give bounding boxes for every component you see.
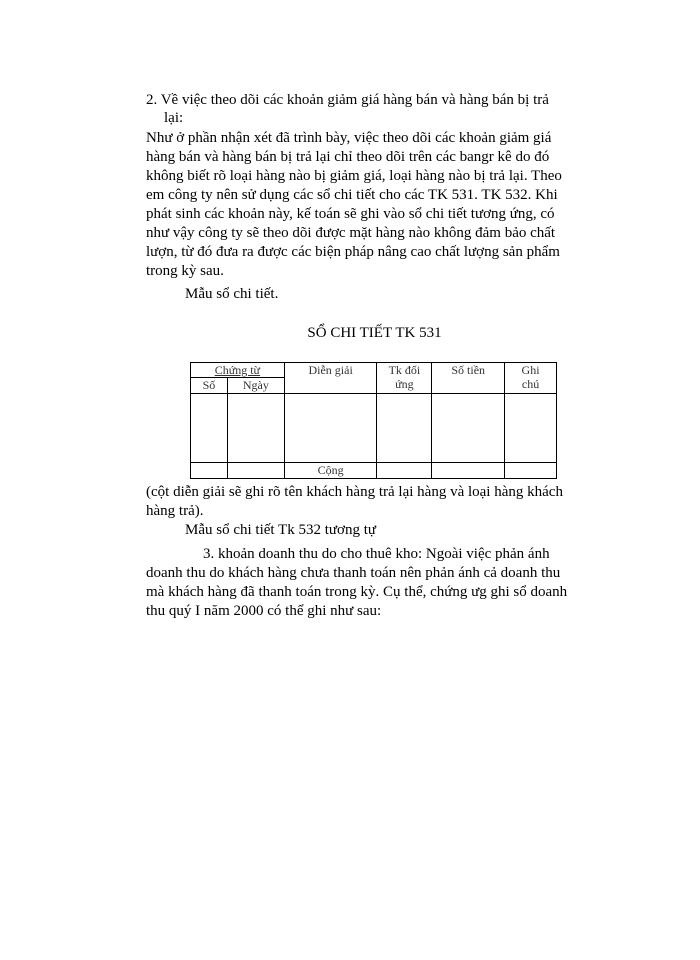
sample-532-label: Mẫu sổ chi tiết Tk 532 tương tự [185,522,376,538]
paragraph-line: như vậy công ty sẽ theo dõi được mặt hàng nào không đảm bảo chất [146,225,556,241]
paragraph-line: em công ty nên sử dụng các sổ chi tiết cho các TK 531. TK 532. Khi [146,187,558,203]
section3-line: 3. khoản doanh thu do cho thuê kho: Ngoài việc phản ánh [203,546,550,562]
number-header: Số [191,378,228,394]
ledger-total-row [191,463,557,479]
paragraph-line: Như ở phần nhận xét đã trình bày, việc theo dõi các khoản giảm giá [146,130,552,146]
paragraph-line: không biết rõ loại hàng nào bị giảm giá, loại hàng nào bị trả lại. Theo [146,168,562,184]
ledger-body-row [191,394,557,463]
ledger-title: SỔ CHI TIẾT TK 531 [307,325,442,341]
section2-heading-line1: 2. Về việc theo dõi các khoản giảm giá hàng bán và hàng bán bị trả [146,92,549,108]
voucher-header: Chứng từ [191,363,285,378]
paragraph-line: lượn, từ đó đưa ra được các biện pháp nâng cao chất lượng sản phẩm [146,244,560,260]
section3-line: mà khách hàng đã thanh toán trong kỳ. Cụ thể, chứng ưg ghi sổ doanh [146,584,568,600]
date-header: Ngày [227,378,284,394]
table-note-line1: (cột diễn giải sẽ ghi rõ tên khách hàng trả lại hàng và loại hàng khách [146,484,563,500]
table-note-line2: hàng trả). [146,503,204,519]
section3-line: doanh thu do khách hàng chưa thanh toán nên phản ánh cả doanh thu [146,565,561,581]
paragraph-line: phát sinh các khoản này, kế toán sẽ ghi vào sổ chi tiết tương ứng, có [146,206,555,222]
ledger-table [190,362,557,479]
paragraph-line: trong kỳ sau. [146,263,224,279]
note-header: Ghi chú [505,363,557,394]
section2-heading-line2: lại: [164,110,184,126]
paragraph-line: hàng bán và hàng bán bị trả lại chỉ theo dõi trên các bangr kê do đó [146,149,550,165]
sample-label: Mẫu sổ chi tiết. [185,286,279,302]
amount-header: Số tiền [432,363,505,394]
description-header: Diễn giải [284,363,377,394]
section3-line: thu quý I năm 2000 có thể ghi như sau: [146,603,382,619]
account-header: Tk đối ứng [377,363,432,394]
total-label: Cộng [284,463,377,479]
